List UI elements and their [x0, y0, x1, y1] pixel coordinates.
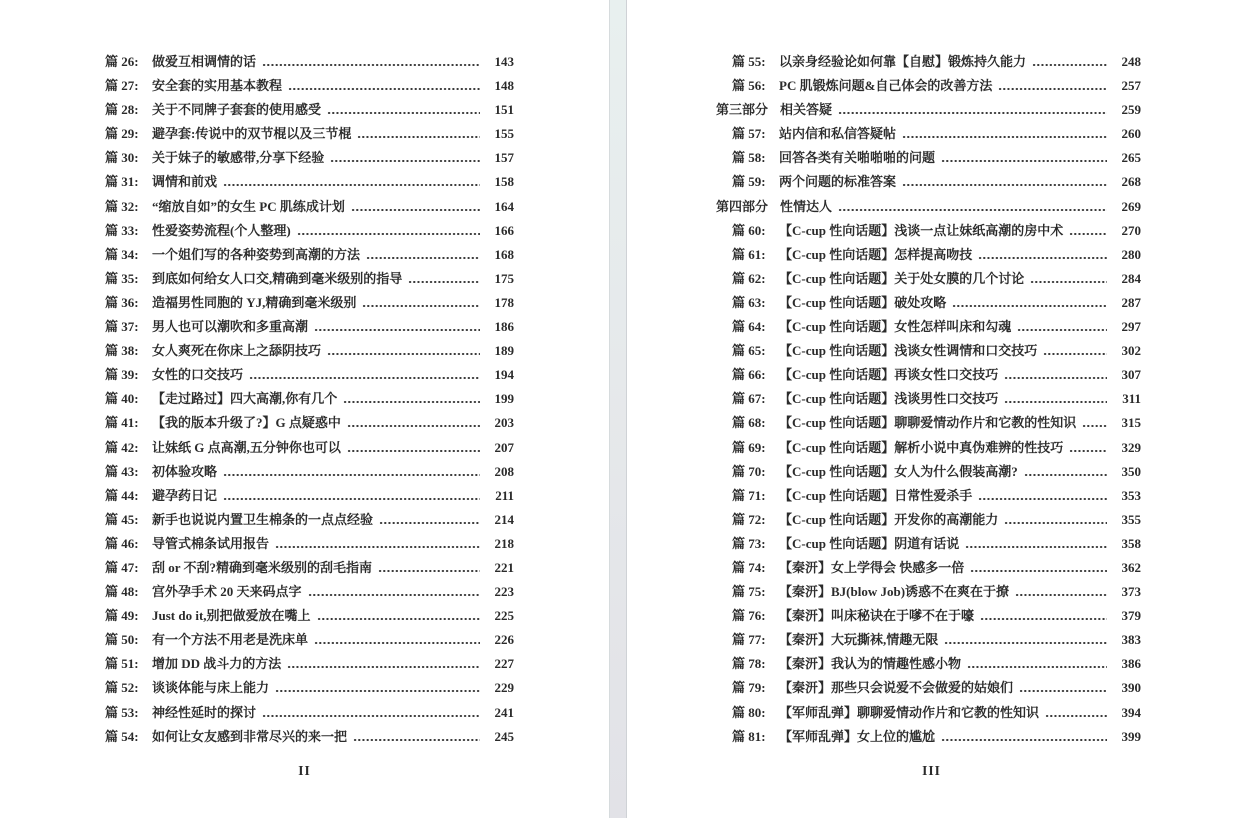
toc-entry-row — [716, 628, 1141, 652]
toc-entry-page-number: 221 — [494, 559, 514, 575]
toc-entry-page-number: 373 — [1121, 584, 1141, 600]
toc-entry-title: 性情达人 — [780, 198, 833, 214]
toc-entry-number: 篇 79: — [732, 680, 766, 696]
dot-leader — [223, 484, 480, 508]
toc-entry-number: 篇 61: — [732, 246, 766, 262]
toc-entry-page-number: 257 — [1121, 78, 1141, 94]
toc-entry-number: 篇 76: — [732, 608, 766, 624]
toc-entry-page-number: 151 — [494, 102, 514, 118]
toc-entry-number: 篇 53: — [105, 704, 139, 720]
dot-leader — [902, 170, 1107, 194]
toc-entry-title: 一个姐们写的各种姿势到高潮的方法 — [152, 246, 361, 262]
toc-entry-row — [89, 122, 514, 146]
toc-entry-page-number: 355 — [1121, 511, 1141, 527]
dot-leader — [965, 532, 1107, 556]
toc-entry-row — [716, 508, 1141, 532]
toc-entry-number: 篇 36: — [105, 294, 139, 310]
dot-leader — [978, 243, 1107, 267]
page-right — [627, 0, 1236, 818]
toc-entry-number: 篇 71: — [732, 487, 766, 503]
dot-leader — [347, 411, 480, 435]
toc-entry-row — [89, 291, 514, 315]
toc-entry-number: 篇 62: — [732, 270, 766, 286]
toc-entry-row — [716, 363, 1141, 387]
toc-entry-page-number: 208 — [494, 463, 514, 479]
toc-entry-row — [89, 676, 514, 700]
toc-entry-row — [716, 580, 1141, 604]
toc-entry-title: 初体验攻略 — [152, 463, 218, 479]
toc-entry-row — [716, 701, 1141, 725]
dot-leader — [944, 628, 1107, 652]
toc-entry-title: 以亲身经验论如何靠【自慰】锻炼持久能力 — [779, 54, 1027, 69]
dot-leader — [357, 122, 480, 146]
dot-leader — [379, 508, 480, 532]
dot-leader — [1069, 219, 1107, 243]
toc-entry-number: 篇 45: — [105, 511, 139, 527]
toc-entry-page-number: 207 — [494, 439, 514, 455]
dot-leader — [838, 195, 1107, 219]
dot-leader — [1017, 315, 1107, 339]
toc-entry-row — [89, 74, 514, 98]
dot-leader — [902, 122, 1107, 146]
toc-entry-row — [716, 243, 1141, 267]
toc-entry-title: 避孕套:传说中的双节棍以及三节棍 — [152, 126, 352, 142]
toc-entry-page-number: 155 — [494, 126, 514, 142]
toc-entry-page-number: 302 — [1121, 343, 1141, 359]
toc-entry-number: 篇 32: — [105, 198, 139, 214]
toc-entry-title: 回答各类有关啪啪啪的问题 — [779, 150, 936, 166]
toc-entry-number: 篇 65: — [732, 343, 766, 359]
toc-entry-title: 谈谈体能与床上能力 — [152, 680, 270, 696]
toc-entry-row — [716, 291, 1141, 315]
page-left — [0, 0, 609, 818]
toc-entry-title: 【C-cup 性向话题】浅谈女性调情和口交技巧 — [779, 343, 1038, 359]
toc-entry-page-number: 189 — [494, 343, 514, 359]
toc-entry-row — [716, 170, 1141, 194]
toc-entry-title: 【C-cup 性向话题】浅谈男性口交技巧 — [779, 391, 999, 407]
toc-entry-number: 篇 72: — [732, 511, 766, 527]
toc-entry-number: 篇 73: — [732, 535, 766, 551]
dot-leader — [347, 436, 480, 460]
dot-leader — [838, 98, 1107, 122]
toc-entry-number: 篇 58: — [732, 150, 766, 166]
toc-entry-title: 站内信和私信答疑帖 — [779, 126, 897, 142]
toc-section-label: 第三部分 — [716, 102, 769, 118]
toc-entry-row — [716, 74, 1141, 98]
toc-entry-title: 【C-cup 性向话题】解析小说中真伪难辨的性技巧 — [779, 439, 1064, 455]
toc-entry-title: 【C-cup 性向话题】日常性爱杀手 — [779, 487, 973, 503]
toc-entry-page-number: 241 — [494, 704, 514, 720]
toc-entry-title: 女性的口交技巧 — [152, 367, 244, 383]
toc-entry-title: 相关答疑 — [780, 102, 833, 118]
dot-leader — [297, 219, 480, 243]
toc-entry-title: 宫外孕手术 20 天来码点字 — [152, 584, 302, 600]
toc-entry-row — [89, 508, 514, 532]
toc-entry-number: 篇 44: — [105, 487, 139, 503]
dot-leader — [314, 315, 480, 339]
toc-entry-row — [716, 604, 1141, 628]
dot-leader — [941, 146, 1107, 170]
dot-leader — [330, 146, 480, 170]
toc-entry-number: 篇 59: — [732, 174, 766, 190]
dot-leader — [980, 604, 1107, 628]
toc-entry-title: 造福男性同胞的 YJ,精确到毫米级别 — [152, 294, 357, 310]
toc-entry-row — [89, 652, 514, 676]
dot-leader — [262, 701, 480, 725]
toc-entry-row — [716, 556, 1141, 580]
toc-entry-title: 刮 or 不刮?精确到毫米级别的刮毛指南 — [152, 559, 373, 575]
toc-entry-page-number: 157 — [494, 150, 514, 166]
toc-entry-page-number: 223 — [494, 584, 514, 600]
toc-entry-row — [716, 267, 1141, 291]
toc-entry-row — [716, 676, 1141, 700]
toc-entry-title: 【C-cup 性向话题】再谈女性口交技巧 — [779, 367, 999, 383]
toc-entry-row — [89, 243, 514, 267]
toc-entry-page-number: 143 — [494, 54, 514, 69]
toc-entry-title: 【C-cup 性向话题】浅谈一点让妹纸高潮的房中术 — [779, 222, 1064, 238]
toc-entry-number: 篇 49: — [105, 608, 139, 624]
toc-entry-number: 篇 38: — [105, 343, 139, 359]
toc-entry-row — [716, 339, 1141, 363]
toc-entry-number: 篇 66: — [732, 367, 766, 383]
dot-leader — [317, 604, 480, 628]
dot-leader — [978, 484, 1107, 508]
dot-leader — [343, 387, 480, 411]
toc-entry-title: 关于妹子的敏感带,分享下经验 — [152, 150, 325, 166]
dot-leader — [1045, 701, 1107, 725]
toc-entry-page-number: 178 — [494, 294, 514, 310]
toc-entry-number: 篇 68: — [732, 415, 766, 431]
toc-entry-number: 篇 70: — [732, 463, 766, 479]
toc-entry-title: 【秦汧】那些只会说爱不会做爱的姑娘们 — [779, 680, 1014, 696]
toc-entry-page-number: 383 — [1121, 632, 1141, 648]
toc-entry-title: 【我的版本升级了?】G 点疑惑中 — [152, 415, 341, 431]
toc-entry-number: 篇 64: — [732, 319, 766, 335]
dot-leader — [327, 339, 480, 363]
toc-section-row — [716, 98, 1141, 122]
toc-entry-row — [89, 460, 514, 484]
toc-entry-page-number: 229 — [494, 680, 514, 696]
toc-entry-page-number: 186 — [494, 319, 514, 335]
toc-entry-page-number: 329 — [1121, 439, 1141, 455]
toc-entry-number: 篇 31: — [105, 174, 139, 190]
toc-entry-row — [716, 219, 1141, 243]
dot-leader — [378, 556, 480, 580]
toc-entry-page-number: 175 — [494, 270, 514, 286]
toc-entry-page-number: 297 — [1121, 319, 1141, 335]
toc-entry-title: 【C-cup 性向话题】聊聊爱情动作片和它教的性知识 — [779, 415, 1077, 431]
toc-entry-row — [716, 725, 1141, 749]
toc-entry-page-number: 218 — [494, 535, 514, 551]
toc-entry-title: “缩放自如”的女生 PC 肌练成计划 — [152, 198, 345, 214]
toc-entry-title: 新手也说说内置卫生棉条的一点点经验 — [152, 511, 374, 527]
toc-entry-title: 【秦汧】BJ(blow Job)诱惑不在爽在于撩 — [779, 584, 1010, 600]
toc-entry-row — [89, 604, 514, 628]
toc-entry-row — [89, 267, 514, 291]
toc-entry-number: 篇 51: — [105, 656, 139, 672]
toc-entry-row — [716, 532, 1141, 556]
toc-entry-page-number: 164 — [494, 198, 514, 214]
toc-entry-row — [89, 436, 514, 460]
toc-section-label: 第四部分 — [716, 198, 769, 214]
dot-leader — [941, 725, 1107, 749]
toc-entry-row — [716, 50, 1141, 74]
toc-entry-title: 【C-cup 性向话题】破处攻略 — [779, 294, 947, 310]
dot-leader — [1004, 508, 1107, 532]
toc-entry-row — [89, 628, 514, 652]
toc-entry-row — [89, 195, 514, 219]
toc-section-row — [716, 195, 1141, 219]
page-folio-right: III — [922, 763, 941, 778]
dot-leader — [366, 243, 480, 267]
toc-entry-title: 安全套的实用基本教程 — [152, 78, 283, 94]
toc-entry-title: 【C-cup 性向话题】开发你的高潮能力 — [779, 511, 999, 527]
toc-entry-page-number: 227 — [494, 656, 514, 672]
dot-leader — [1043, 339, 1107, 363]
toc-entry-title: 调情和前戏 — [152, 174, 218, 190]
dot-leader — [275, 676, 480, 700]
dot-leader — [1032, 50, 1107, 74]
toc-entry-title: 【秦汧】叫床秘诀在于嗲不在于嚎 — [779, 608, 975, 624]
toc-entry-title: 【C-cup 性向话题】女人为什么假装高潮? — [779, 463, 1018, 479]
toc-entry-title: 神经性延时的探讨 — [152, 704, 257, 720]
toc-list-right — [627, 50, 1236, 749]
toc-entry-page-number: 399 — [1121, 728, 1141, 744]
toc-entry-title: 女人爽死在你床上之舔阴技巧 — [152, 343, 322, 359]
toc-entry-number: 篇 46: — [105, 535, 139, 551]
toc-entry-title: PC 肌锻炼问题&自己体会的改善方法 — [779, 78, 993, 94]
toc-entry-title: 【走过路过】四大高潮,你有几个 — [152, 391, 338, 407]
toc-entry-row — [89, 484, 514, 508]
toc-entry-number: 篇 41: — [105, 415, 139, 431]
toc-entry-row — [716, 122, 1141, 146]
toc-entry-number: 篇 33: — [105, 222, 139, 238]
page-gutter — [609, 0, 627, 818]
dot-leader — [287, 652, 480, 676]
toc-entry-number: 篇 81: — [732, 728, 766, 744]
toc-entry-number: 篇 42: — [105, 439, 139, 455]
toc-entry-title: 【C-cup 性向话题】女性怎样叫床和勾魂 — [779, 319, 1012, 335]
dot-leader — [262, 50, 480, 74]
dot-leader — [223, 460, 480, 484]
toc-entry-number: 篇 30: — [105, 150, 139, 166]
toc-entry-page-number: 194 — [494, 367, 514, 383]
toc-entry-row — [89, 315, 514, 339]
toc-entry-number: 篇 29: — [105, 126, 139, 142]
toc-entry-title: 男人也可以潮吹和多重高潮 — [152, 319, 309, 335]
toc-entry-number: 篇 63: — [732, 294, 766, 310]
dot-leader — [275, 532, 480, 556]
dot-leader — [362, 291, 480, 315]
toc-entry-number: 篇 77: — [732, 632, 766, 648]
toc-entry-number: 篇 28: — [105, 102, 139, 118]
toc-entry-number: 篇 50: — [105, 632, 139, 648]
toc-list-left — [0, 50, 609, 749]
toc-entry-title: 【军师乱弹】女上位的尴尬 — [779, 728, 936, 744]
toc-entry-row — [716, 436, 1141, 460]
toc-entry-page-number: 379 — [1121, 608, 1141, 624]
toc-entry-page-number: 270 — [1121, 222, 1141, 238]
dot-leader — [249, 363, 480, 387]
toc-entry-number: 篇 67: — [732, 391, 766, 407]
toc-entry-title: 做爱互相调情的话 — [152, 54, 257, 69]
dot-leader — [1069, 436, 1107, 460]
dot-leader — [1024, 460, 1107, 484]
toc-entry-page-number: 226 — [494, 632, 514, 648]
dot-leader — [952, 291, 1107, 315]
toc-entry-page-number: 353 — [1121, 487, 1141, 503]
toc-entry-title: 【军师乱弹】聊聊爱情动作片和它教的性知识 — [779, 704, 1040, 720]
toc-entry-page-number: 245 — [494, 728, 514, 744]
toc-entry-number: 篇 69: — [732, 439, 766, 455]
toc-entry-title: 如何让女友感到非常尽兴的来一把 — [152, 728, 348, 744]
toc-entry-number: 篇 60: — [732, 222, 766, 238]
toc-entry-number: 篇 47: — [105, 559, 139, 575]
toc-entry-row — [716, 460, 1141, 484]
toc-entry-row — [89, 50, 514, 74]
dot-leader — [351, 195, 480, 219]
page-folio-left: II — [298, 763, 311, 778]
toc-entry-row — [89, 146, 514, 170]
toc-entry-number: 篇 39: — [105, 367, 139, 383]
toc-entry-page-number: 307 — [1121, 367, 1141, 383]
toc-entry-number: 篇 52: — [105, 680, 139, 696]
toc-entry-page-number: 358 — [1121, 535, 1141, 551]
toc-entry-title: 增加 DD 战斗力的方法 — [152, 656, 282, 672]
toc-entry-page-number: 260 — [1121, 126, 1141, 142]
toc-entry-page-number: 265 — [1121, 150, 1141, 166]
toc-entry-title: Just do it,别把做爱放在嘴上 — [152, 608, 311, 624]
toc-entry-page-number: 203 — [494, 415, 514, 431]
toc-entry-page-number: 269 — [1121, 198, 1141, 214]
toc-entry-row — [89, 556, 514, 580]
dot-leader — [1030, 267, 1107, 291]
toc-entry-row — [89, 170, 514, 194]
toc-entry-number: 篇 26: — [105, 54, 139, 69]
toc-entry-page-number: 268 — [1121, 174, 1141, 190]
toc-entry-title: 【秦汧】女上学得会 快感多一倍 — [779, 559, 965, 575]
toc-entry-page-number: 214 — [494, 511, 514, 527]
toc-entry-row — [89, 701, 514, 725]
toc-entry-page-number: 158 — [494, 174, 514, 190]
toc-entry-page-number: 390 — [1121, 680, 1141, 696]
toc-entry-row — [716, 387, 1141, 411]
toc-entry-number: 篇 75: — [732, 584, 766, 600]
toc-entry-title: 两个问题的标准答案 — [779, 174, 897, 190]
toc-entry-row — [89, 580, 514, 604]
toc-entry-title: 到底如何给女人口交,精确到毫米级别的指导 — [152, 270, 403, 286]
toc-entry-row — [89, 98, 514, 122]
toc-entry-number: 篇 54: — [105, 728, 139, 744]
toc-entry-number: 篇 48: — [105, 584, 139, 600]
toc-entry-row — [89, 387, 514, 411]
toc-entry-title: 导管式棉条试用报告 — [152, 535, 270, 551]
toc-entry-title: 避孕药日记 — [152, 487, 218, 503]
dot-leader — [1004, 387, 1107, 411]
toc-entry-number: 篇 78: — [732, 656, 766, 672]
toc-entry-number: 篇 40: — [105, 391, 139, 407]
toc-entry-page-number: 168 — [494, 246, 514, 262]
toc-entry-page-number: 287 — [1121, 294, 1141, 310]
toc-entry-page-number: 315 — [1121, 415, 1141, 431]
dot-leader — [1082, 411, 1107, 435]
toc-entry-page-number: 225 — [494, 608, 514, 624]
dot-leader — [353, 725, 480, 749]
toc-entry-number: 篇 43: — [105, 463, 139, 479]
toc-entry-row — [716, 411, 1141, 435]
toc-entry-page-number: 350 — [1121, 463, 1141, 479]
toc-entry-page-number: 386 — [1121, 656, 1141, 672]
dot-leader — [408, 267, 480, 291]
toc-entry-number: 篇 27: — [105, 78, 139, 94]
toc-entry-page-number: 259 — [1121, 102, 1141, 118]
dot-leader — [314, 628, 480, 652]
toc-entry-title: 【秦汧】我认为的情趣性感小物 — [779, 656, 962, 672]
toc-entry-number: 篇 35: — [105, 270, 139, 286]
dot-leader — [327, 98, 480, 122]
dot-leader — [970, 556, 1107, 580]
toc-entry-number: 篇 37: — [105, 319, 139, 335]
toc-entry-title: 让妹纸 G 点高潮,五分钟你也可以 — [152, 439, 341, 455]
toc-entry-title: 【C-cup 性向话题】关于处女膜的几个讨论 — [779, 270, 1025, 286]
toc-entry-number: 篇 55: — [732, 54, 766, 69]
toc-entry-row — [89, 219, 514, 243]
toc-entry-page-number: 148 — [494, 78, 514, 94]
toc-entry-page-number: 248 — [1121, 54, 1141, 69]
toc-entry-row — [89, 532, 514, 556]
dot-leader — [308, 580, 480, 604]
toc-entry-number: 篇 80: — [732, 704, 766, 720]
toc-entry-row — [89, 339, 514, 363]
toc-entry-row — [89, 411, 514, 435]
dot-leader — [967, 652, 1107, 676]
toc-entry-number: 篇 34: — [105, 246, 139, 262]
toc-entry-title: 【C-cup 性向话题】阴道有话说 — [779, 535, 960, 551]
toc-entry-page-number: 211 — [495, 487, 514, 503]
toc-entry-row — [716, 484, 1141, 508]
toc-entry-page-number: 362 — [1121, 559, 1141, 575]
toc-entry-row — [89, 363, 514, 387]
toc-entry-title: 【C-cup 性向话题】怎样提高吻技 — [779, 246, 973, 262]
toc-entry-title: 有一个方法不用老是洗床单 — [152, 632, 309, 648]
toc-entry-row — [716, 315, 1141, 339]
toc-entry-title: 关于不同牌子套套的使用感受 — [152, 102, 322, 118]
toc-entry-page-number: 311 — [1122, 391, 1141, 407]
toc-entry-number: 篇 56: — [732, 78, 766, 94]
toc-entry-title: 性爱姿势流程(个人整理) — [152, 222, 291, 238]
toc-entry-page-number: 284 — [1121, 270, 1141, 286]
dot-leader — [288, 74, 480, 98]
dot-leader — [998, 74, 1107, 98]
toc-entry-row — [716, 146, 1141, 170]
toc-entry-row — [716, 652, 1141, 676]
toc-entry-number: 篇 57: — [732, 126, 766, 142]
toc-entry-page-number: 394 — [1121, 704, 1141, 720]
toc-entry-row — [89, 725, 514, 749]
toc-entry-title: 【秦汧】大玩撕袜,情趣无限 — [779, 632, 939, 648]
dot-leader — [1004, 363, 1107, 387]
toc-entry-number: 篇 74: — [732, 559, 766, 575]
dot-leader — [1019, 676, 1107, 700]
dot-leader — [1015, 580, 1107, 604]
dot-leader — [223, 170, 480, 194]
toc-entry-page-number: 199 — [494, 391, 514, 407]
toc-entry-page-number: 166 — [494, 222, 514, 238]
toc-entry-page-number: 280 — [1121, 246, 1141, 262]
